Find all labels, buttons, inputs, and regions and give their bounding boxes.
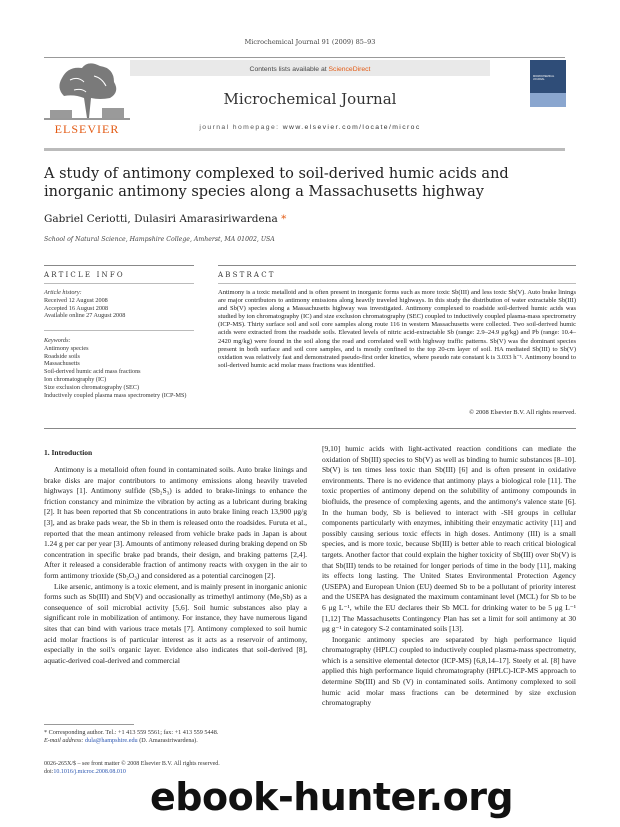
doi-link[interactable]: 10.1016/j.microc.2008.08.010 — [53, 769, 126, 775]
keyword-item: Massachusetts — [44, 360, 80, 368]
keyword-item: Soil-derived humic acid mass fractions — [44, 368, 141, 376]
article-history — [44, 289, 194, 320]
authors: Gabriel Ceriotti, Dulasiri Amarasiriwardena — [44, 213, 278, 225]
abstract-head-rule — [218, 283, 576, 284]
keywords — [44, 337, 194, 399]
abstract-copyright: © 2008 Elsevier B.V. All rights reserved. — [469, 409, 576, 416]
info-head-rule — [44, 283, 194, 284]
article-title: A study of antimony complexed to soil-derived humic acids and inorganic antimony species along a Massachusetts highway — [44, 166, 509, 200]
abstract-top-rule — [218, 265, 576, 266]
body-column-right — [322, 444, 576, 788]
history-received: Received 12 August 2008 — [44, 296, 108, 304]
elsevier-wordmark: ELSEVIER — [54, 122, 120, 136]
footnote-email-line — [44, 737, 307, 745]
contents-line — [130, 66, 490, 73]
abstract-bottom-rule — [44, 428, 576, 429]
journal-cover-stripe — [530, 93, 566, 107]
journal-title: Microchemical Journal — [223, 90, 397, 108]
keyword-item: Roadside soils — [44, 352, 80, 360]
history-rule — [44, 330, 194, 331]
history-accepted: Accepted 16 August 2008 — [44, 304, 109, 312]
keyword-item: Ion chromatography (IC) — [44, 375, 107, 383]
paragraph: Inorganic antimony species are separated by high performance liquid chromatography (HPLC) coupled to inductively coupled plasma-mass spectrometry, which is a sensitive elemental detector (ICP-MS) [6,8,14–17]. Steely et al. [8] have applied this high performance liquid chromatography (HPLC)-ICP-MS approach to determine Sb(III) and Sb (V) in contaminated soils. Antimony complexed to soil humic acid molar mass fractions can be determined by size exclusion chromatography — [322, 634, 576, 708]
doi-label: doi: — [44, 769, 54, 775]
running-head: Microchemical Journal 91 (2009) 85–93 — [244, 38, 376, 46]
watermark: ebook-hunter.org — [150, 775, 514, 819]
homepage-url[interactable]: www.elsevier.com/locate/microc — [282, 124, 421, 131]
email-suffix: (D. Amarasiriwardena). — [137, 737, 198, 744]
abstract-heading: ABSTRACT — [218, 271, 276, 279]
article-info-heading: ARTICLE INFO — [44, 271, 125, 279]
corresponding-author-mark[interactable]: * — [281, 213, 287, 225]
history-online: Available online 27 August 2008 — [44, 312, 126, 320]
journal-homepage — [130, 124, 490, 131]
keyword-item: Size exclusion chromatography (SEC) — [44, 383, 140, 391]
footnote-contact: * Corresponding author. Tel.: +1 413 559 5561; fax: +1 413 559 5448. — [44, 729, 219, 736]
affiliation: School of Natural Science, Hampshire College, Amherst, MA 01002, USA — [44, 236, 275, 243]
contents-prefix: Contents lists available at — [249, 66, 329, 73]
corresponding-author-footnote — [44, 729, 307, 745]
abstract-text: Antimony is a toxic metalloid and is often present in inorganic forms such as more toxic Sb(III) and less toxic Sb(V). Auto brake linings are major contributors to antimony emissions along heavily traveled highways. In this study the distribution of water extractable Sb(III) and Sb(V) species along a Massachusetts highway was investigated. Antimony complexed to roadside soil-derived humic acids was studied by ion chromatography (IC) and size exclusion chromatography (SEC) coupled to inductively coupled plasma-mass spectrometry (ICP-MS). Thirty surface soil and soil core samples along route 116 in western Massachusetts were collected. Two soil-derived humic acids were extracted from the roadside soils. Elevated levels of nitric acid-extractable Sb (range: 2.9–24.9 μg/kg) and Pb (range: 10.4–2420 mg/kg) were found in the soil along the road and correlated well with highway traffic patterns. Sb(V) was the dominant species present in both surface and soil core samples, and is mostly confined to the top 20-cm layer of soil. HA mediated Sb(III) to Sb(V) oxidation was relatively fast and demonstrated pseudo-first order kinetics, where pseudo rate constant k is 3.033 h⁻¹. Antimony bound to soil-derived humic acid molar mass fractions was identified. — [218, 289, 576, 369]
issn-block — [44, 760, 307, 776]
email-label: E-mail address: — [44, 737, 86, 744]
keyword-item: Antimony species — [44, 344, 89, 352]
paragraph: [9,10] humic acids with light-activated reaction conditions can mediate the oxidation of Sb(III) species to Sb(V) as well as binding to humic substances [8–10]. Sb(V) is ten times less toxic than Sb(III) [6] and is often present in oxidative environments. There is no evidence that antimony plays a biological role [11]. The toxic properties of antimony depend on the solubility of antimony compounds in biofluids, the presence of complexing agents, and the antimony's valence state [6]. In the human body, Sb is believed to interact with -SH groups in cellular components particularly with enzymes, inhibiting their enzymatic activity [11] and possibly causing serious toxic effects in high doses. Antimony (III) is a small species, and is more toxic, because Sb(III) is better able to reach critical biological targets. Another factor that could explain the higher toxicity of Sb(III) over Sb(V) is that Sb(III) tends to be retained for longer periods of time in the body [11], making its effects long lasting. The United States Environmental Protection Agency (USEPA) and European Union (EU) deemed Sb to be a pollutant of priority interest and the USEPA has designated the maximum contaminant level (MCL) for Sb to be 6 μg L⁻¹, while the EU declares their Sb MCL for drinking water to be 5 μg L⁻¹ [1,12] The Massachusetts Contingency Plan has set a limit for soil antimony at 30 μg g⁻¹ in category S-2 contaminated soils [13]. — [322, 444, 576, 634]
keyword-item: Inductively coupled plasma mass spectrometry (ICP-MS) — [44, 391, 187, 399]
homepage-label: journal homepage: — [199, 124, 283, 131]
keywords-label: Keywords: — [44, 337, 71, 344]
author-list — [44, 213, 286, 225]
journal-cover-title: MICROCHEMICAL JOURNAL — [533, 75, 555, 81]
history-label: Article history: — [44, 289, 82, 296]
paragraph: Antimony is a metalloid often found in contaminated soils. Auto brake linings and brake disks are major contributors to antimony emissions along heavily traveled highways [1]. Antimony sulfide (Sb₂S₃) is added to brake-linings to enhance the friction constancy and minimize the vibration by acting as a lubricant during braking [2]. It has been reported that Sb concentrations in auto brake lining reach 13,900 μg/g [3], and as brake pads wear, the Sb in them is released onto the roadsides. Furuta et al., reported that the mean antimony released from vehicle brake pads in Japan is about 1.24 g per car per year [3]. Amounts of antimony released during braking depend on Sb concentration in specific brake pad brands, their design, and braking patterns [2,4]. After it released a considerable fraction of antimony reacts with oxygen in the air to form antimony trioxide (Sb₂O₃) and considered as a potential carcinogen [2]. — [44, 465, 307, 580]
paragraph: Like arsenic, antimony is a toxic element, and is mainly present in inorganic anionic forms such as Sb(III) and Sb(V) and occasionally as trimethyl antimony (Me₃Sb) as a consequence of soil microbial activity [5,6]. Soil humic substances also play a significant role in mobilization of antimony. For instance, they have numerous ligand sites that can bind with various trace metals [7]. Antimony complexed to soil humic acid molar fractions is of particular interest as it acts as a reservoir of antimony, especially in the soil's organic layer. Evidence also indicates that soil-derived [8], aquatic-derived coal-derived and commercial — [44, 581, 307, 665]
issn-line: 0026-265X/$ – see front matter © 2008 Elsevier B.V. All rights reserved. — [44, 761, 220, 767]
sciencedirect-link[interactable]: ScienceDirect — [328, 66, 371, 73]
info-top-rule — [44, 265, 194, 266]
footnote-rule — [44, 724, 134, 725]
section-heading-introduction: 1. Introduction — [44, 448, 93, 457]
email-link[interactable]: dula@hampshire.edu — [85, 737, 138, 744]
